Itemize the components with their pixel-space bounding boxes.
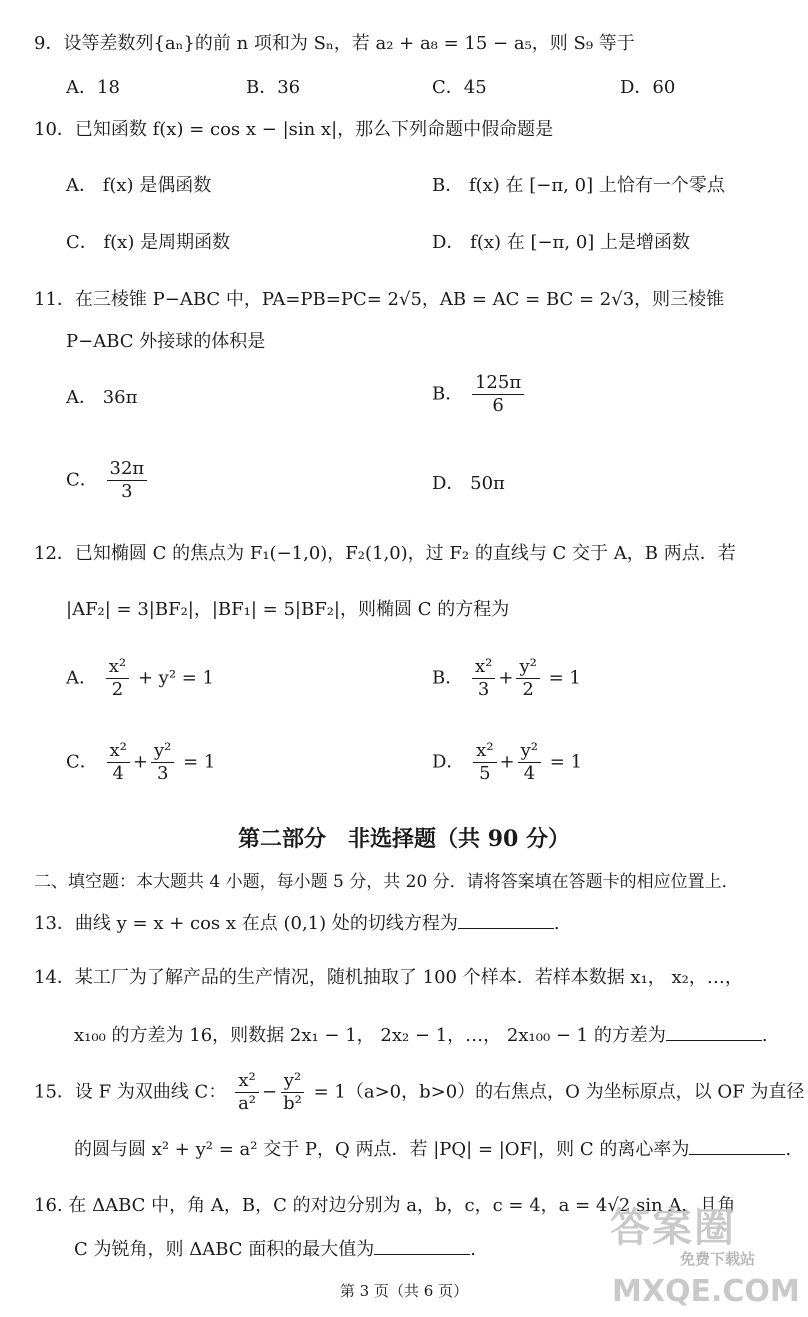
q12-option-c-fraction-1	[107, 740, 130, 785]
q16-end: .	[470, 1239, 477, 1260]
q15-minus: −	[262, 1081, 278, 1103]
q12-option-c-denominator-2: 3	[156, 763, 169, 784]
q15-denominator-1: a²	[238, 1093, 257, 1114]
q10-option-a: A． f(x) 是偶函数	[66, 175, 212, 196]
q11-option-c-numerator: 32π	[107, 458, 148, 481]
q11-option-c-fraction	[107, 458, 148, 503]
q12-option-d-denominator-2: 4	[523, 763, 536, 784]
q16-line1: 16. 在 ΔABC 中，角 A，B，C 的对边分别为 a，b，c，c = 4，a = 4√2 sin A，且角	[34, 1195, 736, 1216]
q11-option-c	[66, 458, 150, 503]
q11-option-c-denominator: 3	[121, 481, 133, 502]
q12-option-c-numerator-1: x²	[107, 740, 130, 763]
q12-option-d-numerator-2: y²	[518, 740, 541, 763]
q15-fraction-2	[280, 1070, 305, 1115]
q15-numerator-1: x²	[235, 1070, 258, 1093]
q12-option-c-rest: = 1	[183, 751, 216, 773]
q12-option-a-label: A．	[66, 667, 97, 689]
q11-option-b-label: B．	[432, 383, 464, 405]
q11-option-b-numerator: 125π	[472, 372, 524, 395]
q16-answer-blank	[374, 1236, 470, 1255]
q14-text: x₁₀₀ 的方差为 16，则数据 2x₁ − 1， 2x₂ − 1，…， 2x₁₀₀ − 1 的方差为	[74, 1025, 666, 1046]
q12-option-b-fraction-1	[472, 656, 495, 701]
q11-option-b-denominator: 6	[492, 395, 504, 416]
q11-option-c-label: C．	[66, 469, 98, 491]
q13	[34, 910, 560, 936]
q9-option-b: B．36	[246, 77, 301, 98]
q11-option-b-fraction	[472, 372, 524, 417]
q15-end: .	[785, 1139, 792, 1160]
q10-option-c: C． f(x) 是周期函数	[66, 232, 231, 253]
q14-line1: 14．某工厂为了解产品的生产情况，随机抽取了 100 个样本．若样本数据 x₁， x₂，…，	[34, 967, 743, 988]
q15-post: = 1（a>0，b>0）的右焦点，O 为坐标原点，以 OF 为直径	[313, 1081, 805, 1103]
q12-option-b-rest: = 1	[548, 667, 581, 689]
q12-option-b-label: B．	[432, 667, 464, 689]
q15-answer-blank	[689, 1136, 785, 1155]
q12-option-b-numerator-2: y²	[516, 656, 539, 679]
q13-end: .	[553, 913, 560, 934]
q12-option-d-numerator-1: x²	[473, 740, 496, 763]
q11-stem-line2: P−ABC 外接球的体积是	[66, 331, 266, 352]
part2-heading: 第二部分 非选择题（共 90 分）	[238, 826, 570, 852]
q12-option-d-rest: = 1	[549, 751, 583, 773]
q12-option-c-numerator-2: y²	[151, 740, 174, 763]
q12-stem-line2: |AF₂| = 3|BF₂|，|BF₁| = 5|BF₂|，则椭圆 C 的方程为	[66, 599, 510, 620]
q16-line2	[74, 1236, 476, 1262]
q12-option-a-rest: + y² = 1	[137, 667, 215, 689]
q12-option-a	[66, 656, 214, 701]
q15-text: 的圆与圆 x² + y² = a² 交于 P，Q 两点．若 |PQ| = |OF|，则 C 的离心率为	[74, 1139, 690, 1160]
q14-answer-blank	[666, 1022, 762, 1041]
q11-option-d: D． 50π	[432, 473, 505, 494]
q10-option-d: D． f(x) 在 [−π, 0] 上是增函数	[432, 232, 691, 253]
q16-text: C 为锐角，则 ΔABC 面积的最大值为	[74, 1239, 375, 1260]
q15-line2	[74, 1136, 791, 1162]
q9-option-a: A．18	[66, 77, 120, 98]
q13-text: 13．曲线 y = x + cos x 在点 (0,1) 处的切线方程为	[34, 913, 458, 934]
q15-numerator-2: y²	[281, 1070, 304, 1093]
q11-option-b	[432, 372, 527, 417]
watermark-mid: 免费下载站	[680, 1250, 756, 1268]
watermark-top: 答案圈	[610, 1205, 736, 1251]
q14-line2	[74, 1022, 768, 1048]
q9-option-c: C．45	[432, 77, 487, 98]
q12-option-a-fraction	[106, 656, 129, 701]
q10-stem: 10．已知函数 f(x) = cos x − |sin x|，那么下列命题中假命题是	[34, 119, 554, 140]
q12-option-c-denominator-1: 4	[112, 763, 124, 784]
q13-answer-blank	[458, 910, 554, 929]
q12-option-d-denominator-1: 5	[479, 763, 491, 784]
q14-end: .	[761, 1025, 768, 1046]
q12-option-b-fraction-2	[516, 656, 539, 701]
fill-in-intro: 二、填空题：本大题共 4 小题，每小题 5 分，共 20 分．请将答案填在答题卡的相应位置上．	[34, 872, 739, 892]
q15-denominator-2: b²	[283, 1093, 302, 1114]
q12-stem-line1: 12．已知椭圆 C 的焦点为 F₁(−1,0)，F₂(1,0)，过 F₂ 的直线与 C 交于 A，B 两点．若	[34, 543, 736, 564]
q12-option-a-denominator: 2	[111, 679, 124, 700]
q15-pre: 15．设 F 为双曲线 C：	[34, 1081, 227, 1103]
q12-option-b: B． $\frac{\text{x²}}{3}$ + $\frac{\text{y²}}{2}$ = 1	[432, 656, 581, 700]
q9-stem: 9．设等差数列{aₙ}的前 n 项和为 Sₙ，若 a₂ + a₈ = 15 − a₅，则 S₉ 等于	[34, 33, 635, 54]
q9-option-d: D．60	[620, 77, 676, 98]
q12-option-c: C． $\frac{\text{x²}}{4}$ + $\frac{\text{y²}}{3}$ = 1	[66, 740, 216, 784]
q11-option-a: A． 36π	[66, 387, 138, 408]
q12-option-d-label: D．	[432, 751, 465, 773]
q10-option-b: B． f(x) 在 [−π, 0] 上恰有一个零点	[432, 175, 725, 196]
q12-option-d-fraction-2	[518, 740, 541, 785]
q15-fraction-1	[235, 1070, 259, 1115]
watermark-bottom: MXQE.COM	[612, 1274, 800, 1309]
q12-option-c-label: C．	[66, 751, 98, 773]
q15-line1	[34, 1070, 804, 1115]
q12-option-a-numerator: x²	[106, 656, 129, 679]
q12-option-b-numerator-1: x²	[472, 656, 495, 679]
page-footer: 第 3 页（共 6 页）	[339, 1282, 469, 1300]
q12-option-d: D． $\frac{\text{x²}}{5}$ + $\frac{\text{y²}}{4}$ = 1	[432, 740, 583, 784]
q12-option-c-fraction-2	[151, 740, 174, 785]
q12-option-b-denominator-1: 3	[477, 679, 490, 700]
q12-option-d-fraction-1	[473, 740, 496, 785]
q11-stem-line1: 11．在三棱锥 P−ABC 中，PA=PB=PC= 2√5，AB = AC = BC = 2√3，则三棱锥	[34, 289, 725, 310]
q12-option-b-denominator-2: 2	[522, 679, 534, 700]
